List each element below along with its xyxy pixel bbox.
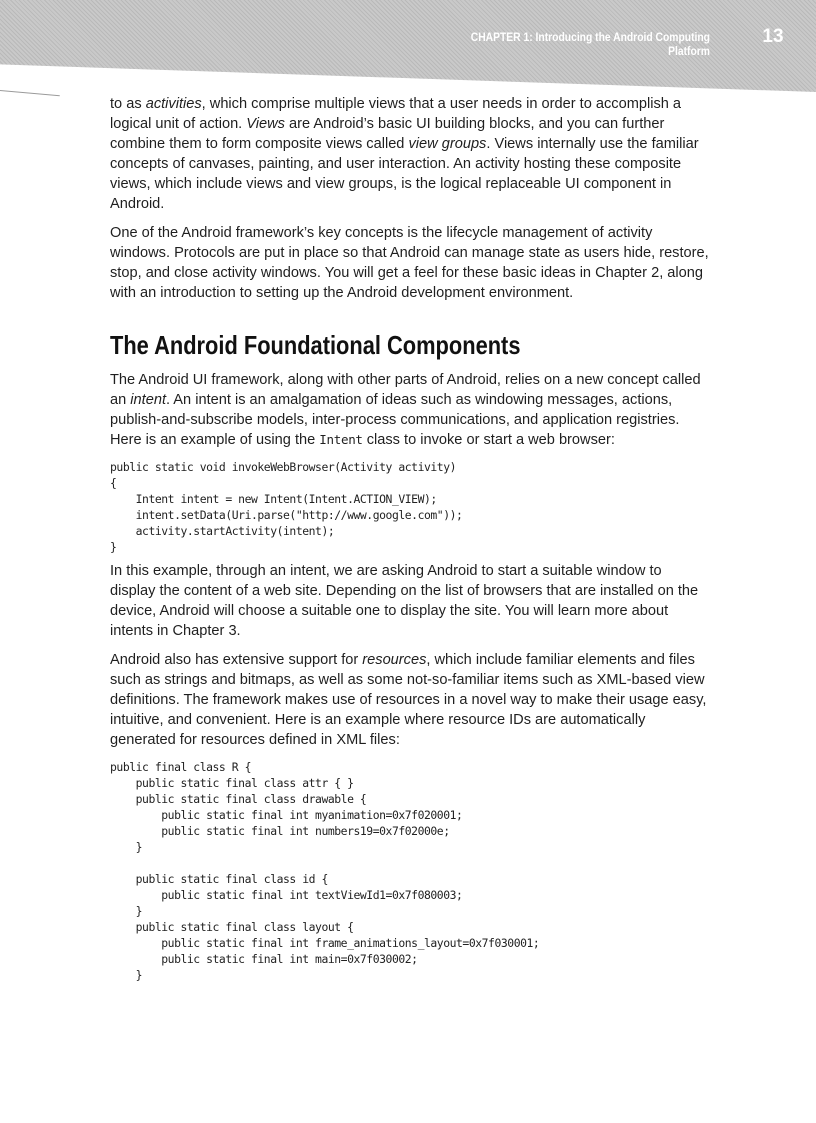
paragraph-resources: Android also has extensive support for resources, which include familiar elements and files such as strings and bitmaps, as well as some not-so-familiar items such as XML-based view definitions. The framework makes use of resources in a novel way to make their usage easy, intuitive, and convenient. Here is an example where resource IDs are automatically generated for resources defined in XML files: <box>110 652 707 748</box>
paragraph-intent-explanation: In this example, through an intent, we are asking Android to start a suitable window to display the content of a web site. Depending on the list of browsers that are installed on the device, Android will choose a suitable one to display the site. You will learn more about intents in Chapter 3. <box>110 563 699 639</box>
code-listing-resources: public final class R { public static final class attr { } public static final class drawable { public static final int myanimation=0x7f020001; public static final int numbers19=0x7f02000e; } public static final class id { public static final int textViewId1=0x7f080003; } public static final class layout { public static final int frame_animations_layout=0x7f030001; public static final int main=0x7f030002; } <box>110 760 540 982</box>
paragraph-lifecycle: One of the Android framework’s key concepts is the lifecycle management of activity windows. Protocols are put in place so that Android can manage state as users hide, restore, stop, and close activity windows. You will get a feel for these basic ideas in Chapter 2, along with an introduction to setting up the Android development environment. <box>110 225 709 301</box>
paragraph-activities: to as activities, which comprise multiple views that a user needs in order to accomplish a logical unit of action. Views are Android’s basic UI building blocks, and you can further combine them to form composite views called view groups. Views internally use the familiar concepts of canvases, painting, and user interaction. An activity hosting these composite views, which include views and view groups, is the logical replaceable UI component in Android. <box>110 96 699 212</box>
page-body <box>110 94 710 989</box>
paragraph-intent: The Android UI framework, along with other parts of Android, relies on a new concept called an intent. An intent is an amalgamation of ideas such as windowing messages, actions, publish-and-subscribe models, inter-process communications, and application registries. Here is an example of using the Intent class to invoke or start a web browser: <box>110 372 701 448</box>
header-corner-line <box>0 90 60 96</box>
section-heading: The Android Foundational Components <box>110 330 521 360</box>
code-listing-intent: public static void invokeWebBrowser(Activity activity) { Intent intent = new Intent(Intent.ACTION_VIEW); intent.setData(Uri.parse("http://www.google.com")); activity.startActivity(intent); } <box>110 460 463 554</box>
running-title: CHAPTER 1: Introducing the Android Computing Platform <box>470 30 710 58</box>
page-number: 13 <box>762 26 784 47</box>
